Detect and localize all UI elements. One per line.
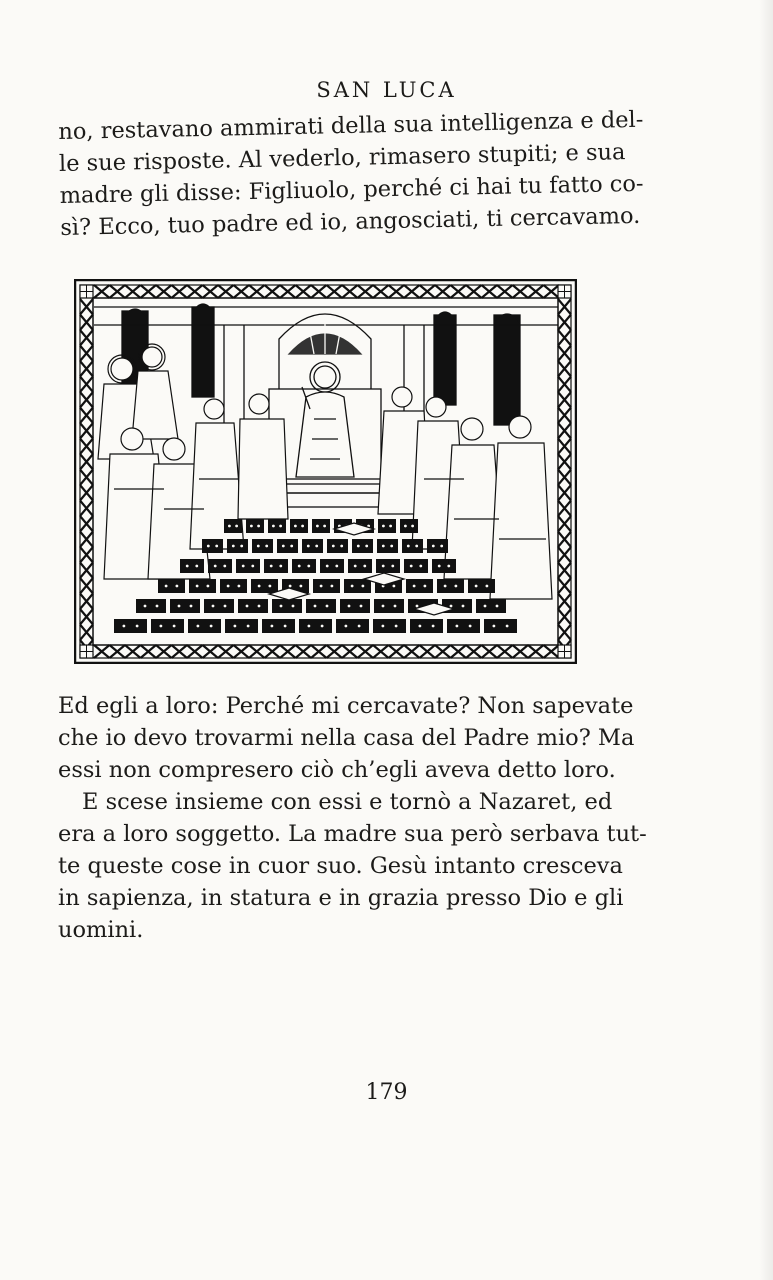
- page-number: 179: [365, 1080, 408, 1105]
- text-line: uomini.: [58, 917, 144, 943]
- text-line: era a loro soggetto. La madre sua però serbava tut-: [58, 821, 647, 847]
- paragraph-bottom: [58, 786, 647, 946]
- text-line: in sapienza, in statura e in grazia presso Dio e gli: [58, 885, 624, 911]
- text-line: che io devo trovarmi nella casa del Padre mio? Ma: [58, 725, 635, 751]
- text-line: essi non compresero ciò ch’egli aveva detto loro.: [58, 757, 616, 783]
- text-line: no, restavano ammirati della sua intelligenza e del-: [58, 106, 644, 145]
- text-line: madre gli disse: Figliuolo, perché ci hai tu fatto co-: [59, 170, 644, 209]
- text-line: te queste cose in cuor suo. Gesù intanto cresceva: [58, 853, 623, 879]
- paragraph-middle: [58, 690, 635, 786]
- central-figure-icon: [296, 362, 354, 477]
- running-head: SAN LUCA: [316, 78, 457, 102]
- text-line: Ed egli a loro: Perché mi cercavate? Non sapevate: [58, 693, 634, 719]
- text-line: sì? Ecco, tuo padre ed io, angosciati, ti cercavamo.: [60, 202, 641, 241]
- text-line: le sue risposte. Al vederlo, rimasero stupiti; e sua: [58, 139, 626, 177]
- text-line: E scese insieme con essi e tornò a Nazaret, ed: [82, 789, 613, 815]
- paragraph-top: [58, 105, 644, 244]
- woodcut-illustration-icon: [74, 279, 577, 664]
